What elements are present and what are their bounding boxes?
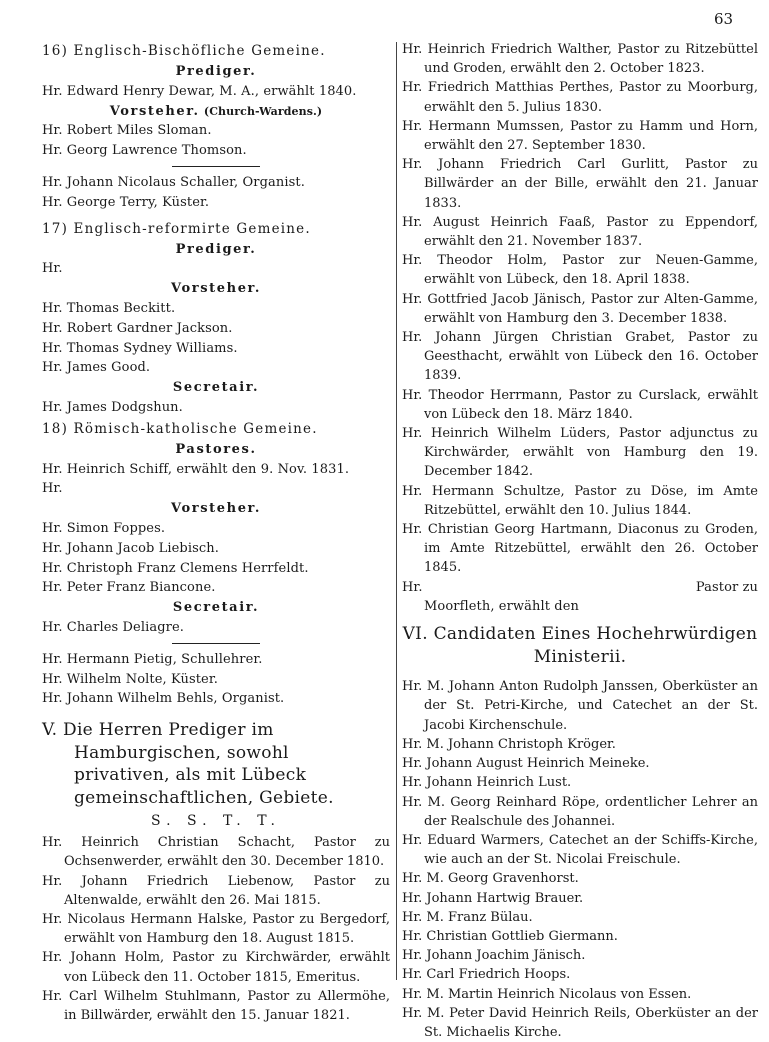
left-column (42, 40, 390, 1025)
section-16-heading: 16) Englisch-Bischöfliche Gemeine. (42, 43, 326, 59)
section-17-secretair: Hr. James Dodgshun. (42, 399, 183, 415)
list-item: Hr. Johann Friedrich Carl Gurlitt, Pastor zu Billwärder an der Bille, erwählt den 21. Januar 1833. (402, 157, 758, 211)
list-item: Hr. (42, 481, 63, 497)
list-item: Hr. M. Franz Bülau. (402, 909, 533, 925)
list-item: Hr. Thomas Beckitt. (42, 300, 176, 316)
section-18-pastores-label: Pastores. (175, 441, 257, 457)
list-item: Hr. Theodor Herrmann, Pastor zu Curslack, erwählt von Lübeck den 18. März 1840. (402, 387, 758, 422)
list-item: Hr. Peter Franz Biancone. (42, 580, 216, 596)
list-item: Hr. Friedrich Matthias Perthes, Pastor zu Moorburg, erwählt den 5. Julius 1830. (402, 80, 758, 115)
list-item: Hr. Robert Miles Sloman. (42, 123, 212, 139)
vacant-hr: Hr. (402, 579, 423, 595)
list-item: Hr. Thomas Sydney Williams. (42, 340, 238, 356)
section-18-secretair-label: Secretair. (172, 600, 260, 616)
column-divider (396, 42, 397, 980)
part-vi-heading: VI. Candidaten Eines Hochehrwürdigen Ministerii. (402, 624, 758, 667)
list-item: Hr. Johann Hartwig Brauer. (402, 890, 584, 906)
list-item: Hr. Eduard Warmers, Catechet an der Schiffs-Kirche, wie auch an der St. Nicolai Freischule. (402, 832, 758, 868)
list-item: Hr. Hermann Mumssen, Pastor zu Hamm und Horn, erwählt den 27. September 1830. (402, 118, 758, 154)
list-item: Hr. Heinrich Schiff, erwählt den 9. Nov. 1831. (42, 461, 350, 477)
list-item: Hr. Johann Jürgen Christian Grabet, Pastor zu Geesthacht, erwählt von Lübeck den 16. October 1839. (402, 330, 758, 384)
part-v-heading: V. Die Herren Prediger im Hamburgischen, sowohl privativen, als mit Lübeck gemeinschaftlichen, Gebiete. (42, 720, 334, 808)
list-item: Hr. Heinrich Wilhelm Lüders, Pastor adjunctus zu Kirchwärder, erwählt von Hamburg den 19. December 1842. (402, 426, 758, 480)
list-item: Hr. M. Johann Christoph Kröger. (402, 736, 616, 752)
list-item: Hr. Johann Wilhelm Behls, Organist. (42, 691, 285, 707)
list-item: Hr. M. Martin Heinrich Nicolaus von Essen. (402, 986, 692, 1002)
list-item: Hr. Christoph Franz Clemens Herrfeldt. (42, 560, 309, 576)
list-item: Hr. Christian Georg Hartmann, Diaconus zu Groden, im Amte Ritzebüttel, erwählt den 26. October 1845. (402, 522, 758, 576)
part-v-sst: S. S. T. T. (151, 813, 281, 830)
section-17-heading: 17) Englisch-reformirte Gemeine. (42, 220, 311, 237)
list-item: Hr. Carl Wilhelm Stuhlmann, Pastor zu Allermöhe, in Billwärder, erwählt den 15. Januar 1821. (42, 988, 390, 1023)
list-item: Hr. Carl Friedrich Hoops. (402, 967, 571, 983)
list-item: Hr. Johann Nicolaus Schaller, Organist. (42, 174, 305, 190)
section-16-vorsteher-label: Vorsteher. (109, 103, 200, 119)
section-rule (172, 643, 260, 644)
list-item: Hr. Johann Heinrich Lust. (402, 775, 572, 791)
list-item: Hr. Johann Holm, Pastor zu Kirchwärder, erwählt von Lübeck den 11. October 1815, Emeritus. (42, 950, 390, 985)
list-item: Hr. Theodor Holm, Pastor zur Neuen-Gamme, erwählt von Lübeck, den 18. April 1838. (402, 253, 758, 288)
section-18-vorsteher-label: Vorsteher. (171, 501, 261, 517)
section-18-secretair: Hr. Charles Deliagre. (42, 619, 184, 635)
section-18-heading: 18) Römisch-katholische Gemeine. (42, 420, 318, 437)
list-item: Hr. Robert Gardner Jackson. (42, 320, 233, 336)
vacant-entry (402, 578, 758, 598)
vacant-pastor: Pastor zu (695, 579, 758, 595)
section-17-vorsteher-label: Vorsteher. (171, 281, 261, 297)
right-column (402, 40, 758, 1042)
list-item: Hr. Christian Gottlieb Giermann. (402, 928, 618, 944)
list-item: Hr. Wilhelm Nolte, Küster. (42, 671, 218, 687)
list-item: Hr. Johann Friedrich Liebenow, Pastor zu Altenwalde, erwählt den 26. Mai 1815. (42, 873, 390, 908)
list-item: Hr. M. Georg Gravenhorst. (402, 871, 579, 887)
list-item: Hr. Johann Joachim Jänisch. (402, 948, 586, 964)
section-17-secretair-label: Secretair. (172, 380, 260, 396)
section-17-prediger-label: Prediger. (175, 241, 257, 257)
list-item: Hr. Georg Lawrence Thomson. (42, 143, 247, 159)
section-17-prediger: Hr. (42, 261, 63, 277)
list-item: Hr. Johann Jacob Liebisch. (42, 540, 219, 556)
section-rule (172, 166, 260, 167)
list-item: Hr. August Heinrich Faaß, Pastor zu Eppendorf, erwählt den 21. November 1837. (402, 214, 758, 250)
list-item: Hr. Johann August Heinrich Meineke. (402, 756, 650, 772)
list-item: Hr. Heinrich Christian Schacht, Pastor zu Ochsenwerder, erwählt den 30. December 1810. (42, 835, 390, 870)
section-16-prediger: Hr. Edward Henry Dewar, M. A., erwählt 1840. (42, 83, 357, 99)
list-item: Hr. M. Peter David Heinrich Reils, Oberküster an der St. Michaelis Kirche. (402, 1005, 758, 1040)
list-item: Hr. Heinrich Friedrich Walther, Pastor zu Ritzebüttel und Groden, erwählt den 2. October 1823. (402, 42, 758, 77)
list-item: Hr. Hermann Schultze, Pastor zu Döse, im Amte Ritzebüttel, erwählt den 10. Julius 1844. (402, 483, 758, 518)
list-item: Hr. M. Georg Reinhard Röpe, ordentlicher Lehrer an der Realschule des Johannei. (402, 794, 758, 829)
section-16-prediger-label: Prediger. (175, 64, 257, 79)
list-item: Hr. M. Johann Anton Rudolph Janssen, Oberküster an der St. Petri-Kirche, und Catechet an der St. Jacobi Kirchenschule. (402, 679, 758, 733)
list-item: Hr. Gottfried Jacob Jänisch, Pastor zur Alten-Gamme, erwählt von Hamburg den 3. December 1838. (402, 291, 758, 326)
section-16-vorsteher-heading (42, 102, 390, 122)
list-item: Hr. Hermann Pietig, Schullehrer. (42, 651, 263, 667)
church-wardens-note: (Church-Wardens.) (203, 104, 323, 118)
vacant-rest: Moorfleth, erwählt den (424, 599, 579, 615)
list-item: Hr. Simon Foppes. (42, 520, 166, 536)
list-item: Hr. James Good. (42, 360, 151, 376)
page-number: 63 (714, 10, 734, 28)
list-item: Hr. George Terry, Küster. (42, 194, 210, 210)
list-item: Hr. Nicolaus Hermann Halske, Pastor zu Bergedorf, erwählt von Hamburg den 18. August 1815. (42, 911, 390, 947)
